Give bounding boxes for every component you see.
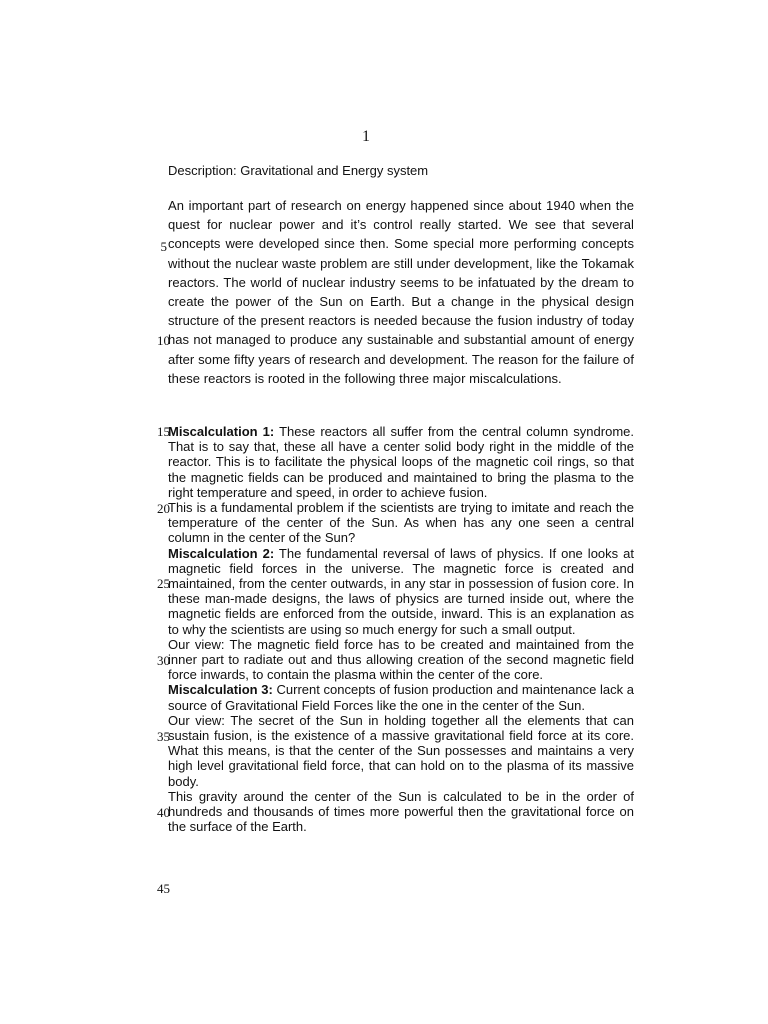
line-number-35: 35: [157, 729, 170, 744]
our-view-paragraph-2: Our view: The secret of the Sun in holding together all the elements that can sustain fusion, is the existence of a massive gravitational field force at its core. What this means, is that the center of the Sun possesses and maintains a very high level gravitational field force, that can hold on to the plasma of its massive body.: [168, 712, 634, 789]
line-number-15: 15: [157, 424, 170, 439]
our-view-paragraph-1: Our view: The magnetic field force has to be created and maintained from the inner part to radiate out and thus allowing creation of the second magnetic field force inwards, to contain the plasma within the center of the core.: [168, 636, 634, 683]
intro-text: An important part of research on energy happened since about 1940 when the quest for nuclear power and it’s control really started. We see that several concepts were developed since then. Some special more performing concepts without the nuclear waste problem are still under development, like the Tokamak reactors. The world of nuclear industry seems to be infatuated by the dream to create the power of the Sun on Earth. But a change in the physical design structure of the present reactors is needed because the fusion industry of today has not managed to produce any sustainable and substantial amount of energy after some fifty years of research and development. The reason for the failure of these reactors is rooted in the following three major miscalculations.: [168, 198, 634, 386]
problem-paragraph: This is a fundamental problem if the scientists are trying to imitate and reach the temperature of the center of the Sun. As when has any one seen a central column in the center of the Sun?: [168, 500, 634, 546]
miscalculation-1-text: These reactors all suffer from the central column syndrome. That is to say that, these all have a center solid body right in the middle of the reactor. This is to facilitate the physical loops of the magnetic coil rings, so that the magnetic fields can be produced and maintained to bring the plasma to the right temperature and speed, in order to achieve fusion.: [168, 424, 635, 500]
gravity-paragraph: This gravity around the center of the Sun is calculated to be in the order of hundreds and thousands of times more powerful then the gravitational force on the surface of the Earth.: [168, 788, 634, 835]
miscalculation-2-label: Miscalculation 2:: [168, 545, 275, 561]
miscalculation-2-paragraph: [168, 546, 634, 637]
description-line: Description: Gravitational and Energy system: [168, 163, 429, 178]
miscalculation-3-paragraph: [168, 682, 634, 712]
miscalculation-1-label: Miscalculation 1:: [168, 424, 275, 439]
line-number-5: 5: [160, 239, 167, 254]
line-number-25: 25: [157, 576, 170, 591]
line-number-30: 30: [157, 653, 170, 668]
miscalculation-1-paragraph: [168, 424, 634, 500]
miscalculation-2-text: The fundamental reversal of laws of physics. If one looks at magnetic field forces in the universe. The magnetic force is created and maintained, from the center outwards, in any star in possession of fusion core. In these man-made designs, the laws of physics are turned inside out, where the magnetic fields are enforced from the outside, inward. This is an explanation as to why the scientists are using so much energy for such a small output.: [168, 545, 635, 637]
line-number-45: 45: [157, 881, 170, 896]
miscalculation-3-label: Miscalculation 3:: [168, 682, 273, 698]
miscalculation-3-text: Current concepts of fusion production and maintenance lack a source of Gravitational Field Forces like the one in the center of the Sun.: [168, 682, 635, 713]
line-number-10: 10: [157, 333, 170, 348]
line-number-40: 40: [157, 805, 170, 820]
page-number: 1: [362, 128, 370, 145]
intro-paragraph: [168, 196, 634, 388]
body-text: [168, 424, 634, 834]
line-number-20: 20: [157, 501, 170, 516]
